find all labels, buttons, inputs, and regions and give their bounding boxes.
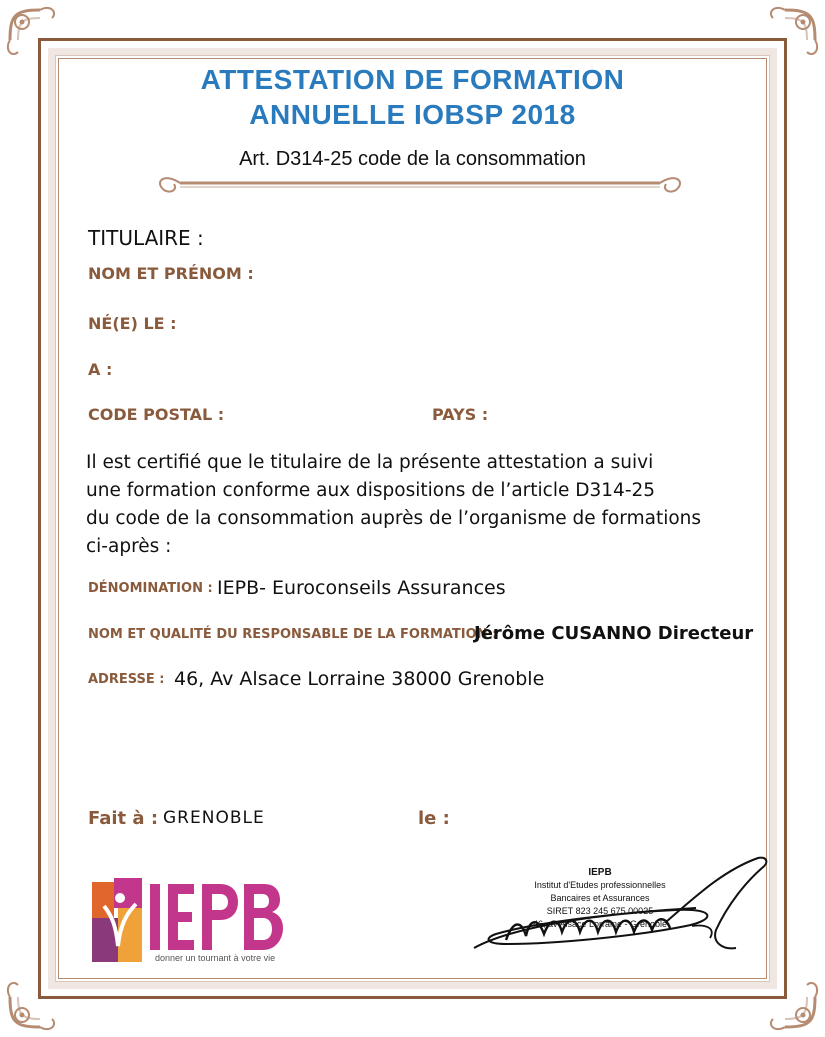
adresse-value: 46, Av Alsace Lorraine 38000 Grenoble <box>174 668 545 690</box>
titulaire-heading: TITULAIRE : <box>88 226 204 250</box>
adresse-label: ADRESSE : <box>88 672 165 687</box>
pays-label: PAYS : <box>432 405 489 424</box>
stamp-name: IEPB <box>588 867 612 878</box>
certificate-title-line2: ANNUELLE IOBSP 2018 <box>249 99 576 130</box>
fait-a-label: Fait à : <box>88 808 159 829</box>
certification-line: du code de la consommation auprès de l’organisme de formations <box>86 508 702 529</box>
code-postal-label: CODE POSTAL : <box>88 405 225 424</box>
responsable-value: Jérôme CUSANNO Directeur <box>474 623 754 644</box>
stamp-line: Bancaires et Assurances <box>550 893 650 903</box>
responsable-label: NOM ET QUALITÉ DU RESPONSABLE DE LA FORMATION : <box>88 627 498 642</box>
stamp-line: Institut d'Etudes professionnelles <box>534 880 666 890</box>
nom-prenom-label: NOM ET PRÉNOM : <box>88 264 254 283</box>
date-naissance-label: NÉ(E) LE : <box>88 314 177 333</box>
stamp-line: SIRET 823 245 675 00025 <box>546 906 654 916</box>
handwritten-signature <box>466 852 776 972</box>
certification-line: une formation conforme aux dispositions de l’article D314-25 <box>86 480 656 501</box>
lieu-label: A : <box>88 360 113 379</box>
certification-line: ci-après : <box>86 536 172 557</box>
certificate-subtitle: Art. D314-25 code de la consommation <box>239 148 586 170</box>
logo-tagline: donner un tournant à votre vie <box>155 953 276 963</box>
stamp-line: 46, av Alsace Lorraine - Grenoble <box>532 919 668 929</box>
denomination-value: IEPB- Euroconseils Assurances <box>217 577 506 599</box>
fait-a-value: GRENOBLE <box>163 808 265 828</box>
date-label: le : <box>418 808 450 829</box>
certification-line: Il est certifié que le titulaire de la présente attestation a suivi <box>86 452 654 473</box>
denomination-label: DÉNOMINATION : <box>88 581 213 596</box>
certification-paragraph <box>86 449 766 561</box>
certificate-title-line1: ATTESTATION DE FORMATION <box>200 64 625 95</box>
corner-ornament-icon <box>0 957 80 1037</box>
ornamental-divider-icon <box>150 170 690 196</box>
